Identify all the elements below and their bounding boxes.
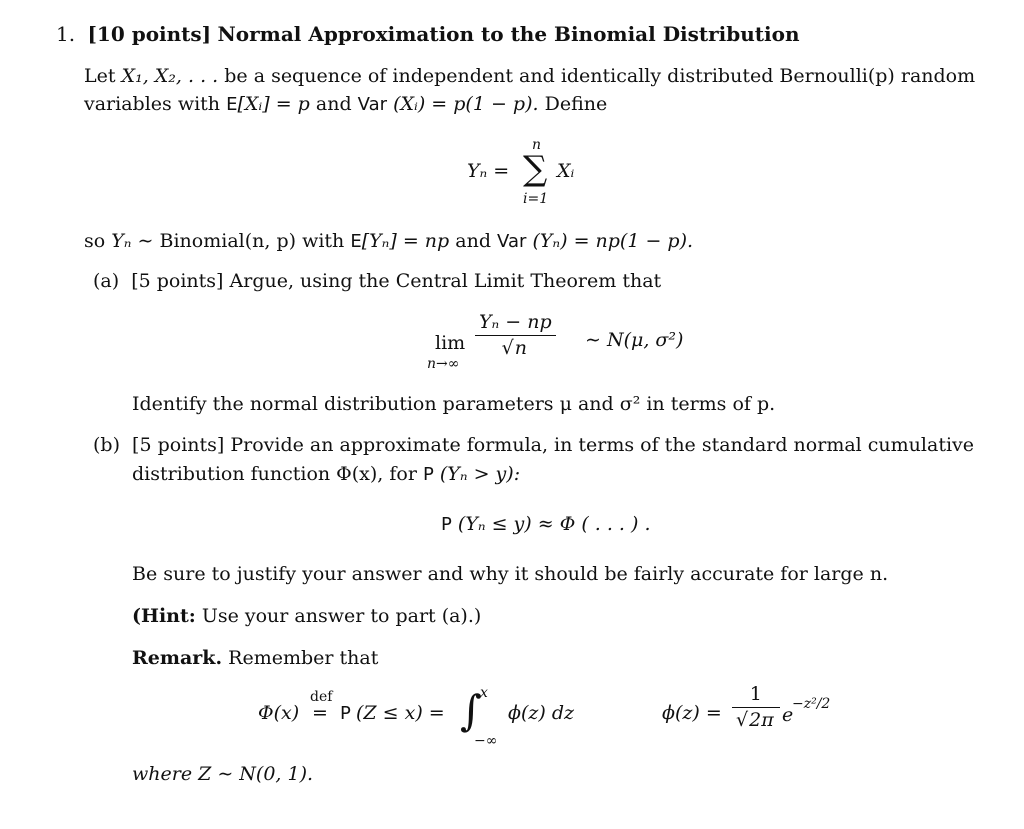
remark-line (132, 649, 378, 668)
remark-text: Remember that (228, 647, 379, 669)
probability-symbol: P (441, 514, 452, 535)
math: where Z ∼ N(0, 1). (132, 763, 314, 785)
math: = p (275, 93, 310, 115)
intro-text: Define (544, 93, 608, 115)
clt-limit-equation (425, 313, 685, 373)
expectation-symbol: E (350, 231, 362, 252)
math: (Xᵢ) (393, 93, 426, 115)
lim-subscript: n→∞ (427, 356, 460, 372)
part-label: (b) (93, 434, 120, 456)
intro-line-2 (84, 95, 607, 114)
text: and (455, 230, 491, 252)
cdf-definition (258, 682, 598, 752)
math: ∼ N(μ, σ²) (585, 329, 684, 351)
fraction-numerator: 1 (732, 685, 780, 708)
math: Xᵢ (557, 160, 575, 182)
math: = p(1 − p). (431, 93, 539, 115)
math: Φ(x) (258, 702, 300, 724)
math: [Yₙ] (361, 230, 397, 252)
remark-label: Remark. (132, 647, 223, 669)
math: (Yₙ > y): (439, 463, 521, 485)
math: Yₙ = (467, 160, 510, 182)
math: ϕ(z) dz (508, 702, 574, 724)
lim-operator: lim (435, 332, 466, 354)
part-text: distribution function Φ(x), for (132, 463, 417, 485)
sum-lower-limit: i=1 (523, 191, 549, 207)
variance-symbol: Var (357, 94, 388, 115)
text: so (84, 230, 106, 252)
equals-symbol: = (312, 702, 328, 724)
def-label: def (310, 689, 333, 705)
intro-text: variables with (84, 93, 221, 115)
math: Yₙ (111, 230, 132, 252)
problem-number: 1. (56, 22, 76, 46)
pdf-definition (662, 685, 852, 745)
part-points: [5 points] (132, 434, 225, 456)
integral-upper-limit: x (480, 685, 488, 701)
summation-symbol: ∑ (523, 149, 548, 189)
clt-fraction (475, 313, 556, 358)
problem-title: Normal Approximation to the Binomial Distribution (217, 22, 800, 46)
math: (Yₙ ≤ y) ≈ Φ ( . . . ) . (457, 513, 651, 535)
sqrt-radicand: 2π (749, 709, 774, 731)
fraction-denominator (475, 336, 556, 358)
intro-text: Let (84, 65, 116, 87)
integral-lower-limit: −∞ (474, 733, 498, 749)
justify-text: Be sure to justify your answer and why it should be fairly accurate for large n. (132, 563, 889, 585)
approx-formula (441, 515, 651, 534)
math: ∼ Binomial(n, p) (137, 230, 297, 252)
hint-label: (Hint: (132, 605, 196, 627)
part-text: Argue, using the Central Limit Theorem that (229, 270, 662, 292)
where-line (132, 765, 313, 784)
sum-equation (467, 138, 587, 208)
binomial-line (84, 232, 693, 251)
variance-symbol: Var (497, 231, 527, 252)
integral-symbol: ∫ (460, 686, 482, 735)
intro-line-1 (84, 67, 975, 86)
sqrt-symbol: √ (501, 337, 514, 359)
part-points: [5 points] (131, 270, 224, 292)
exp-base: e (782, 704, 794, 726)
problem-points: [10 points] (87, 22, 212, 46)
math: (Z ≤ x) = (356, 702, 445, 724)
part-b-line-2 (132, 465, 520, 484)
sequence-math: X₁, X₂, . . . (121, 65, 219, 87)
part-a-heading (93, 272, 661, 291)
probability-symbol: P (340, 703, 351, 724)
math: [Xᵢ] (237, 93, 270, 115)
problem-header (56, 24, 800, 44)
part-text: Provide an approximate formula, in terms of the standard normal cumulative (230, 434, 975, 456)
math: (Yₙ) (532, 230, 568, 252)
probability-symbol: P (422, 464, 434, 485)
intro-text: and (315, 93, 352, 115)
part-a-identify: Identify the normal distribution parameters μ and σ² in terms of p. (132, 393, 776, 415)
sqrt-radicand: n (514, 337, 527, 359)
hint-line (132, 607, 481, 626)
exp-superscript: −z²/2 (792, 696, 831, 712)
sqrt-symbol: √ (736, 709, 749, 731)
math: = np (402, 230, 450, 252)
fraction-denominator (732, 708, 780, 730)
intro-text: be a sequence of independent and identically distributed Bernoulli(p) random (224, 65, 976, 87)
expectation-symbol: E (226, 94, 238, 115)
math: = np(1 − p). (573, 230, 694, 252)
part-b-line-1 (93, 436, 974, 455)
part-label: (a) (93, 270, 120, 292)
math: ϕ(z) = (662, 702, 722, 724)
fraction-numerator: Yₙ − np (475, 313, 556, 336)
pdf-fraction (732, 685, 780, 730)
sum-upper-limit: n (532, 137, 542, 153)
text: with (302, 230, 345, 252)
hint-text: Use your answer to part (a).) (201, 605, 482, 627)
